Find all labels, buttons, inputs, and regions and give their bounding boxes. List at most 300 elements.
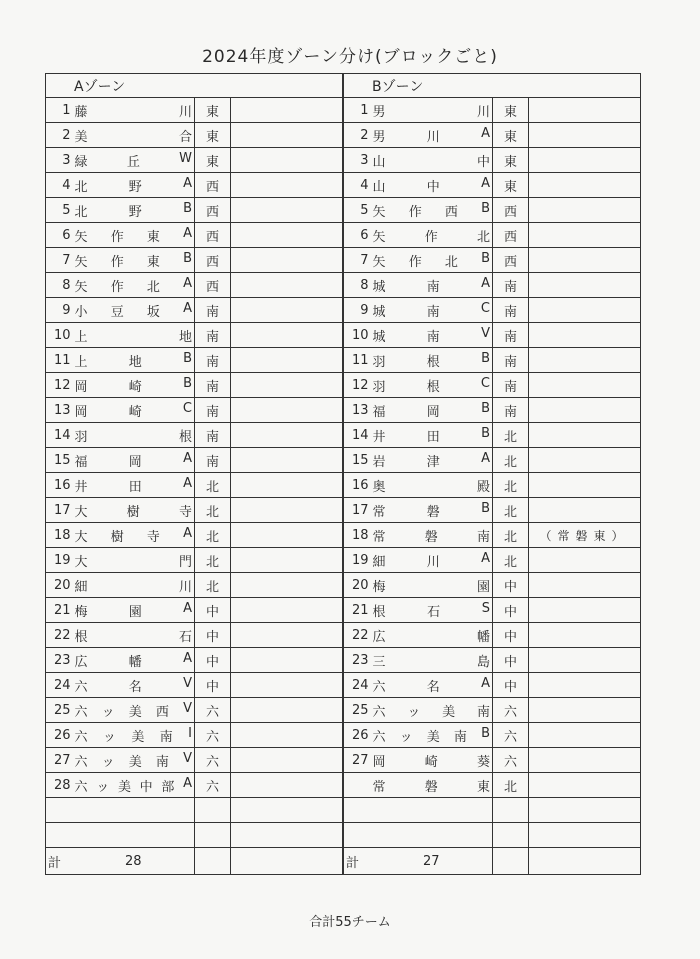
team-name: [371, 798, 493, 823]
team-name-text: 岡 崎 B: [74, 375, 192, 395]
table-row: [46, 623, 343, 648]
note: [231, 698, 343, 723]
table-row: [344, 373, 641, 398]
team-name: [371, 673, 493, 698]
row-number: 1: [344, 98, 371, 123]
team-name: [371, 148, 493, 173]
team-name: [73, 173, 195, 198]
row-number: 26: [344, 723, 371, 748]
note: [231, 773, 343, 798]
row-number: 27: [46, 748, 73, 773]
note: [529, 148, 641, 173]
table-row: [46, 148, 343, 173]
region: 北: [493, 423, 529, 448]
note: [231, 373, 343, 398]
row-number: 6: [344, 223, 371, 248]
note: [529, 298, 641, 323]
team-name-text: 男 川: [372, 104, 490, 120]
table-row: [46, 748, 343, 773]
region: 中: [493, 573, 529, 598]
team-name: [73, 523, 195, 548]
team-name-text: 六 ッ 美 中 部 A: [74, 775, 192, 795]
team-name: [73, 823, 195, 848]
note: [529, 223, 641, 248]
region: 南: [195, 298, 231, 323]
row-number: 25: [46, 698, 73, 723]
row-number: 4: [344, 173, 371, 198]
team-name-text: 上 地 B: [74, 350, 192, 370]
row-number: 20: [46, 573, 73, 598]
table-row: [344, 323, 641, 348]
row-number: 24: [46, 673, 73, 698]
table-row: [344, 148, 641, 173]
row-number: 7: [344, 248, 371, 273]
note: [231, 198, 343, 223]
table-row: [46, 798, 343, 823]
note: [231, 648, 343, 673]
team-name: [371, 648, 493, 673]
grand-total: 合計55チーム: [309, 915, 391, 930]
table-row: [46, 498, 343, 523]
note: [231, 673, 343, 698]
team-name: [371, 223, 493, 248]
team-name-text: 井 田 A: [74, 475, 192, 495]
team-name-text: 岩 津 A: [372, 450, 490, 470]
row-number: 7: [46, 248, 73, 273]
note: [529, 598, 641, 623]
team-name-text: 根 石: [74, 629, 192, 645]
note: [529, 498, 641, 523]
table-row: [344, 773, 641, 798]
region: [493, 823, 529, 848]
table-row: [46, 248, 343, 273]
team-name: [73, 773, 195, 798]
team-name: [73, 798, 195, 823]
table-row: [46, 598, 343, 623]
region: 六: [195, 773, 231, 798]
team-name: [73, 473, 195, 498]
note: [231, 323, 343, 348]
team-name-text: 大 門: [74, 554, 192, 570]
region: 北: [493, 548, 529, 573]
region: 北: [195, 523, 231, 548]
table-row: [344, 498, 641, 523]
region: 西: [493, 198, 529, 223]
table-row: [344, 223, 641, 248]
note: [231, 473, 343, 498]
team-name: [371, 723, 493, 748]
zone-b-rows: [344, 98, 641, 848]
table-row: [46, 573, 343, 598]
team-name: [73, 498, 195, 523]
team-name-text: 六 ッ 美 南 B: [372, 725, 490, 745]
team-name-text: 福 岡 A: [74, 450, 192, 470]
row-number: 23: [344, 648, 371, 673]
row-number: 13: [344, 398, 371, 423]
region: 北: [195, 548, 231, 573]
row-number: 1: [46, 98, 73, 123]
note: [231, 823, 343, 848]
row-number: 23: [46, 648, 73, 673]
region: 六: [195, 698, 231, 723]
note: [231, 273, 343, 298]
team-name: [73, 698, 195, 723]
region: 中: [493, 648, 529, 673]
table-row: [46, 323, 343, 348]
zone-b-table: [343, 73, 641, 875]
team-name-text: 男 川 A: [372, 125, 490, 145]
region: 南: [493, 273, 529, 298]
region: 南: [493, 373, 529, 398]
team-name: [371, 573, 493, 598]
table-row: [344, 173, 641, 198]
region: 北: [493, 523, 529, 548]
zone-b-total: 27: [371, 848, 493, 875]
table-row: [344, 273, 641, 298]
row-number: 17: [46, 498, 73, 523]
table-row: [344, 473, 641, 498]
team-name: [73, 723, 195, 748]
region: 北: [493, 498, 529, 523]
page-title: 2024年度ゾーン分け(ブロックごと): [202, 47, 498, 67]
team-name-text: 城 南 A: [372, 275, 490, 295]
region: 中: [195, 623, 231, 648]
row-number: 13: [46, 398, 73, 423]
team-name-text: 岡 崎 C: [74, 400, 192, 420]
row-number: 10: [344, 323, 371, 348]
note: [529, 398, 641, 423]
note: [231, 598, 343, 623]
region: 東: [195, 148, 231, 173]
table-row: [344, 548, 641, 573]
row-number: 21: [344, 598, 371, 623]
note: [231, 448, 343, 473]
team-name: [371, 773, 493, 798]
table-row: [46, 273, 343, 298]
row-number: 15: [344, 448, 371, 473]
row-number: 11: [46, 348, 73, 373]
team-name: [371, 98, 493, 123]
region: 南: [195, 348, 231, 373]
team-name: [371, 398, 493, 423]
row-number: 4: [46, 173, 73, 198]
note: [231, 623, 343, 648]
team-name: [371, 548, 493, 573]
row-number: 5: [344, 198, 371, 223]
team-name-text: 六 ッ 美 南 V: [74, 750, 192, 770]
table-row: [46, 723, 343, 748]
table-row: [46, 523, 343, 548]
table-row: [46, 198, 343, 223]
team-name-text: 広 幡: [372, 629, 490, 645]
note-text: （常磐東）: [539, 528, 630, 543]
table-row: [46, 173, 343, 198]
note: [231, 148, 343, 173]
region: 南: [195, 448, 231, 473]
note: [529, 473, 641, 498]
note: [529, 173, 641, 198]
team-name: [371, 623, 493, 648]
note: [231, 498, 343, 523]
team-name: [73, 598, 195, 623]
team-name: [371, 198, 493, 223]
region: 中: [493, 673, 529, 698]
row-number: 9: [46, 298, 73, 323]
note: [529, 98, 641, 123]
team-name-text: 六 名 A: [372, 675, 490, 695]
row-number: 10: [46, 323, 73, 348]
team-name: [73, 298, 195, 323]
team-name: [73, 623, 195, 648]
table-row: [344, 448, 641, 473]
team-name: [73, 573, 195, 598]
note: [529, 448, 641, 473]
zone-a-total-row: [46, 848, 343, 875]
team-name-text: 福 岡 B: [372, 400, 490, 420]
team-name-text: 大 樹 寺 A: [74, 525, 192, 545]
region: 中: [493, 598, 529, 623]
team-name-text: 矢 作 東 B: [74, 250, 192, 270]
note: [529, 373, 641, 398]
region: [493, 798, 529, 823]
row-number: 19: [344, 548, 371, 573]
region: 南: [195, 373, 231, 398]
region: 北: [195, 573, 231, 598]
region: 西: [493, 248, 529, 273]
zone-a-table: [45, 73, 343, 875]
row-number: 11: [344, 348, 371, 373]
row-number: 26: [46, 723, 73, 748]
region: 南: [195, 398, 231, 423]
team-name-text: 羽 根: [74, 429, 192, 445]
region: 六: [195, 748, 231, 773]
row-number: 28: [46, 773, 73, 798]
note: [529, 548, 641, 573]
region: 西: [493, 223, 529, 248]
table-row: [46, 773, 343, 798]
team-name-text: 梅 園 A: [74, 600, 192, 620]
row-number: 3: [344, 148, 371, 173]
table-row: [344, 623, 641, 648]
row-number: 20: [344, 573, 371, 598]
team-name: [73, 98, 195, 123]
table-row: [344, 573, 641, 598]
region: 南: [493, 398, 529, 423]
team-name: [73, 248, 195, 273]
note: [231, 223, 343, 248]
row-number: 8: [46, 273, 73, 298]
team-name: [73, 648, 195, 673]
team-name: [371, 523, 493, 548]
team-name: [371, 423, 493, 448]
region: 六: [493, 698, 529, 723]
team-name-text: 矢 作 北 A: [74, 275, 192, 295]
note: [231, 173, 343, 198]
note: [231, 398, 343, 423]
row-number: 25: [344, 698, 371, 723]
table-row: [344, 198, 641, 223]
region: 西: [195, 223, 231, 248]
team-name-text: 山 中 A: [372, 175, 490, 195]
team-name-text: 細 川: [74, 579, 192, 595]
region: 北: [493, 773, 529, 798]
region: 北: [195, 498, 231, 523]
table-row: [46, 648, 343, 673]
zone-a-total: 28: [73, 848, 195, 875]
note: [529, 798, 641, 823]
team-name-text: 北 野 A: [74, 175, 192, 195]
team-name-text: 根 石 S: [372, 600, 490, 620]
team-name: [73, 423, 195, 448]
table-row: [344, 248, 641, 273]
team-name: [371, 823, 493, 848]
row-number: 19: [46, 548, 73, 573]
row-number: [46, 798, 73, 823]
note: [529, 423, 641, 448]
note: [231, 748, 343, 773]
row-number: 18: [344, 523, 371, 548]
row-number: 12: [46, 373, 73, 398]
note: [231, 573, 343, 598]
team-name-text: 梅 園: [372, 579, 490, 595]
region: 東: [493, 148, 529, 173]
team-name-text: 北 野 B: [74, 200, 192, 220]
region: 西: [195, 248, 231, 273]
note: [529, 748, 641, 773]
team-name-text: 矢 作 北 B: [372, 250, 490, 270]
team-name-text: 小 豆 坂 A: [74, 300, 192, 320]
region: 南: [493, 323, 529, 348]
table-row: [344, 673, 641, 698]
table-row: [344, 123, 641, 148]
zone-a-rows: [46, 98, 343, 848]
table-row: [46, 398, 343, 423]
team-name: [73, 373, 195, 398]
note: [231, 723, 343, 748]
team-name-text: 井 田 B: [372, 425, 490, 445]
region: 東: [195, 123, 231, 148]
row-number: [46, 823, 73, 848]
team-name: [73, 223, 195, 248]
team-name-text: 六 ッ 美 南: [372, 704, 490, 720]
note: [231, 98, 343, 123]
table-row: [344, 823, 641, 848]
note: [529, 823, 641, 848]
team-name-text: 上 地: [74, 329, 192, 345]
region: 西: [195, 273, 231, 298]
region: 南: [493, 298, 529, 323]
row-number: 9: [344, 298, 371, 323]
team-name: [371, 698, 493, 723]
row-number: 27: [344, 748, 371, 773]
team-name: [371, 173, 493, 198]
table-row: [46, 123, 343, 148]
team-name-text: 羽 根 C: [372, 375, 490, 395]
team-name: [73, 148, 195, 173]
team-name: [371, 298, 493, 323]
region: 南: [493, 348, 529, 373]
region: 中: [195, 648, 231, 673]
row-number: 17: [344, 498, 371, 523]
row-number: [344, 798, 371, 823]
team-name-text: 常 磐 B: [372, 500, 490, 520]
row-number: [344, 773, 371, 798]
team-name-text: 六 名 V: [74, 675, 192, 695]
team-name: [73, 348, 195, 373]
team-name-text: 羽 根 B: [372, 350, 490, 370]
region: 六: [493, 748, 529, 773]
row-number: 22: [46, 623, 73, 648]
team-name: [371, 248, 493, 273]
region: [195, 798, 231, 823]
region: [195, 823, 231, 848]
table-row: [46, 823, 343, 848]
team-name: [371, 123, 493, 148]
team-name: [371, 498, 493, 523]
team-name-text: 緑 丘 W: [74, 150, 192, 170]
team-name-text: 六 ッ 美 西 V: [74, 700, 192, 720]
team-name-text: 常 磐 東: [372, 779, 490, 795]
note: [529, 123, 641, 148]
note: [529, 523, 641, 548]
team-name-text: 藤 川: [74, 104, 192, 120]
team-name-text: 細 川 A: [372, 550, 490, 570]
team-name-text: 広 幡 A: [74, 650, 192, 670]
team-name: [371, 323, 493, 348]
region: 西: [195, 173, 231, 198]
team-name: [73, 448, 195, 473]
region: 東: [493, 173, 529, 198]
note: [231, 123, 343, 148]
team-name-text: 常 磐 南: [372, 529, 490, 545]
team-name-text: 矢 作 北: [372, 229, 490, 245]
region: 六: [493, 723, 529, 748]
table-row: [46, 548, 343, 573]
row-number: 8: [344, 273, 371, 298]
region: 中: [195, 598, 231, 623]
note: [231, 348, 343, 373]
note: [231, 548, 343, 573]
team-name: [371, 273, 493, 298]
table-row: [46, 673, 343, 698]
row-number: 2: [344, 123, 371, 148]
team-name: [73, 673, 195, 698]
team-name-text: 岡 崎 葵: [372, 754, 490, 770]
zone-a-header: Aゾーン: [46, 74, 343, 98]
note: [529, 673, 641, 698]
row-number: 16: [344, 473, 371, 498]
region: 東: [493, 123, 529, 148]
table-row: [344, 798, 641, 823]
team-name: [73, 198, 195, 223]
region: 北: [493, 448, 529, 473]
team-name-text: 奥 殿: [372, 479, 490, 495]
row-number: 24: [344, 673, 371, 698]
region: 西: [195, 198, 231, 223]
note: [529, 248, 641, 273]
table-row: [344, 698, 641, 723]
table-row: [344, 648, 641, 673]
region: 東: [493, 98, 529, 123]
team-name-text: 美 合: [74, 129, 192, 145]
row-number: 22: [344, 623, 371, 648]
table-row: [344, 348, 641, 373]
note: [529, 623, 641, 648]
note: [529, 198, 641, 223]
region: 北: [493, 473, 529, 498]
team-name: [371, 598, 493, 623]
team-name: [73, 273, 195, 298]
